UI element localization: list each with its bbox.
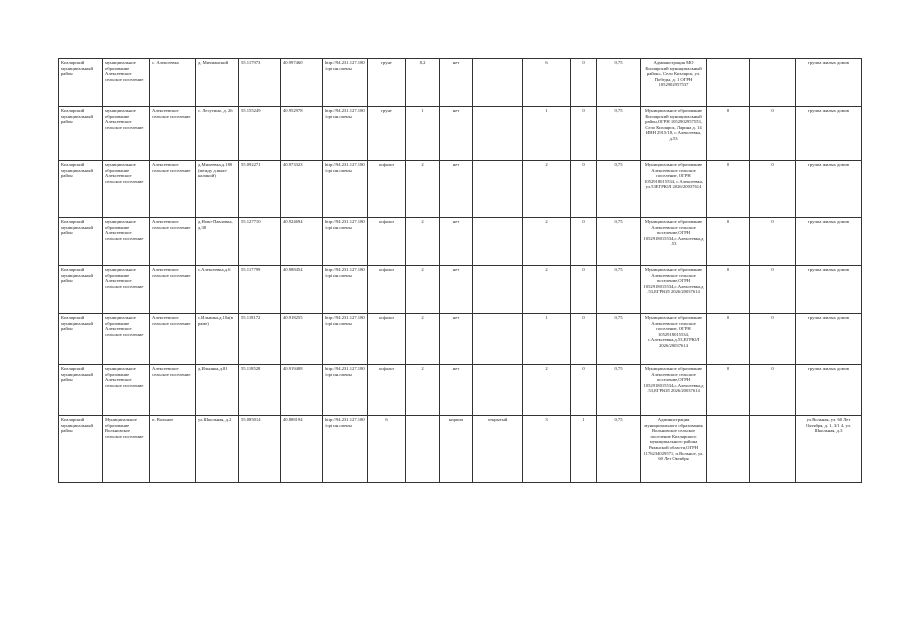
cell-containers-planned: 0: [571, 59, 597, 107]
cell-owner: муниципальное образование Алексеевское сельское поселение: [103, 266, 150, 314]
cell-containers-count: 6: [523, 59, 571, 107]
cell-district: Кизлярский муниципальный район: [59, 161, 103, 218]
cell-lat: 55.127710: [239, 218, 281, 266]
cell-closed: [473, 59, 523, 107]
cell-settlement: Алексеевское сельское поселение: [150, 161, 196, 218]
cell-material: нет: [440, 59, 473, 107]
cell-lon: 40.888194: [281, 416, 323, 483]
cell-address: д. Мичманский: [196, 59, 239, 107]
table-row: [59, 314, 862, 365]
cell-area: 2: [406, 266, 440, 314]
cell-bunker-count: [707, 416, 750, 483]
cell-containers-count: 3: [523, 416, 571, 483]
cell-source: группа жилых домов: [796, 314, 862, 365]
cell-surface: асфальт: [368, 314, 406, 365]
cell-area: 1: [406, 107, 440, 161]
cell-volume: 0,75: [597, 107, 641, 161]
table-row: [59, 266, 862, 314]
cell-closed: [473, 161, 523, 218]
cell-address: д.Ильинка,д.81: [196, 365, 239, 416]
cell-org: Муниципальное образование Кизлярский муниципальный район,ОГРН 1052902957553, Село Кизлярск, Ларина д. 14 ИНН 2915/18, с.Алексеевка, д.53: [641, 107, 707, 161]
cell-closed: [473, 266, 523, 314]
cell-surface: асфальт: [368, 218, 406, 266]
cell-org: Муниципальное образование Алексеевское сельское поселение,ОГРН 1052918015534,с.Алексеевка,д.53: [641, 218, 707, 266]
cell-url: http://94.231.127.180/opt ин.опены: [323, 161, 368, 218]
cell-containers-planned: 0: [571, 365, 597, 416]
cell-volume: 0,75: [597, 365, 641, 416]
cell-source: группа жилых домов: [796, 107, 862, 161]
cell-closed: [473, 107, 523, 161]
cell-material: кирпич: [440, 416, 473, 483]
cell-area: 2: [406, 365, 440, 416]
cell-lat: 55.092271: [239, 161, 281, 218]
cell-source: ул.Вольная, ул. 60 Лет Октября, д. 1, 3/1 4, ул. Школьная, д.3: [796, 416, 862, 483]
cell-source: группа жилых домов: [796, 365, 862, 416]
cell-bunker-count: 0: [707, 314, 750, 365]
cell-district: Кизлярский муниципальный район: [59, 59, 103, 107]
cell-lon: 40.973323: [281, 161, 323, 218]
cell-owner: муниципальное образование Алексеевское сельское поселение: [103, 107, 150, 161]
cell-owner: муниципальное образование Алексеевское сельское поселение: [103, 365, 150, 416]
cell-source: группа жилых домов: [796, 218, 862, 266]
cell-surface: грунт: [368, 59, 406, 107]
cell-address: с. Лесутино, д. 26: [196, 107, 239, 161]
cell-bunker-planned: 0: [750, 161, 796, 218]
cell-district: Кизлярский муниципальный район: [59, 266, 103, 314]
cell-bunker-planned: 0: [750, 266, 796, 314]
cell-volume: 0,75: [597, 416, 641, 483]
cell-material: нет: [440, 161, 473, 218]
cell-url: http://94.231.127.180/opt ин.опены: [323, 218, 368, 266]
cell-material: нет: [440, 314, 473, 365]
cell-containers-planned: 1: [571, 416, 597, 483]
table-row: [59, 365, 862, 416]
cell-bunker-count: 0: [707, 266, 750, 314]
cell-containers-planned: 0: [571, 314, 597, 365]
cell-material: нет: [440, 107, 473, 161]
cell-source: группа жилых домов: [796, 161, 862, 218]
cell-bunker-count: [707, 59, 750, 107]
cell-settlement: Алексеевское сельское поселение: [150, 365, 196, 416]
cell-lat: 55.085014: [239, 416, 281, 483]
cell-lon: 40.952978: [281, 107, 323, 161]
cell-containers-count: 2: [523, 266, 571, 314]
cell-area: [406, 416, 440, 483]
cell-org: Муниципальное образование Алексеевское сельское поселение,ОГРН 1052918015534,с.Алексеевка,д.53,ЕГРЮЛ 2026/20037614: [641, 266, 707, 314]
cell-area: 2: [406, 314, 440, 365]
cell-bunker-planned: 0: [750, 314, 796, 365]
cell-bunker-planned: [750, 416, 796, 483]
cell-surface: асфальт: [368, 365, 406, 416]
cell-address: с.Алексеевка,д.6: [196, 266, 239, 314]
cell-address: д.Ново-Павловка, д.38: [196, 218, 239, 266]
cell-volume: 0,75: [597, 314, 641, 365]
cell-settlement: Алексеевское сельское поселение: [150, 218, 196, 266]
cell-district: Кизлярский муниципальный район: [59, 314, 103, 365]
cell-area: 2: [406, 161, 440, 218]
cell-org: Администрация муниципального образования Вольновское сельское поселение Кизлярского муниципального района Рязанской области,ОГРН 1176234029571, п.Вольное, ул. 60 Лет Октября: [641, 416, 707, 483]
cell-containers-count: 1: [523, 314, 571, 365]
cell-bunker-planned: [750, 59, 796, 107]
cell-lon: 40.988454: [281, 266, 323, 314]
cell-url: http://94.231.127.180/opt ин.опены: [323, 266, 368, 314]
cell-containers-planned: 0: [571, 218, 597, 266]
cell-district: Кизлярский муниципальный район: [59, 218, 103, 266]
cell-org: Муниципальное образование Алексеевское сельское поселение, ОГРН 1052918015534, с.Алексеевка,д.53,ЕГРЮЛ 2026/20037614: [641, 314, 707, 365]
cell-source: группа жилых домов: [796, 266, 862, 314]
cell-volume: 0,75: [597, 266, 641, 314]
cell-volume: 0,75: [597, 161, 641, 218]
cell-closed: [473, 218, 523, 266]
cell-source: группа жилых домов: [796, 59, 862, 107]
cell-url: http://94.231.127.180/opt ин.опены: [323, 59, 368, 107]
cell-volume: 0,75: [597, 59, 641, 107]
cell-settlement: п. Вольное: [150, 416, 196, 483]
cell-bunker-count: 0: [707, 107, 750, 161]
cell-lat: 55.155249: [239, 107, 281, 161]
cell-containers-count: 2: [523, 218, 571, 266]
table-row: [59, 59, 862, 107]
table-row: [59, 107, 862, 161]
cell-url: http://94.231.127.180/opt ин.опены: [323, 107, 368, 161]
table-row: [59, 218, 862, 266]
cell-lat: 55.118528: [239, 365, 281, 416]
cell-lon: 40.918255: [281, 314, 323, 365]
cell-district: Кизлярский муниципальный район: [59, 107, 103, 161]
cell-volume: 0,75: [597, 218, 641, 266]
cell-lat: 55.117799: [239, 266, 281, 314]
cell-address: д.Михеевка,д.180 (между д.вниз-калиной): [196, 161, 239, 218]
cell-material: нет: [440, 266, 473, 314]
cell-containers-count: 2: [523, 161, 571, 218]
cell-settlement: Алексеевское сельское поселение: [150, 107, 196, 161]
cell-bunker-planned: 0: [750, 365, 796, 416]
cell-containers-planned: 0: [571, 161, 597, 218]
cell-owner: муниципальное образование Алексеевское сельское поселение: [103, 161, 150, 218]
cell-url: http://94.231.127.180/opt ин.опены: [323, 314, 368, 365]
cell-area: 2: [406, 218, 440, 266]
cell-containers-count: 1: [523, 107, 571, 161]
cell-bunker-planned: 0: [750, 107, 796, 161]
cell-material: нет: [440, 365, 473, 416]
cell-containers-planned: 0: [571, 266, 597, 314]
cell-lon: 40.924694: [281, 218, 323, 266]
cell-url: http://94.231.127.180/opt ин.опены: [323, 416, 368, 483]
cell-org: Муниципальное образование Алексеевское сельское поселение, ОГРН 1052918015534, с.Алексеевка, ул.53ЕГРЮЛ 2026/20037614: [641, 161, 707, 218]
cell-material: нет: [440, 218, 473, 266]
cell-settlement: Алексеевское сельское поселение: [150, 314, 196, 365]
cell-surface: 6: [368, 416, 406, 483]
cell-closed: [473, 314, 523, 365]
cell-url: http://94.231.127.180/opt ин.опены: [323, 365, 368, 416]
cell-closed: [473, 365, 523, 416]
cell-surface: грунт: [368, 107, 406, 161]
cell-settlement: Алексеевское сельское поселение: [150, 266, 196, 314]
cell-owner: муниципальное образование Алексеевское сельское поселение: [103, 59, 150, 107]
cell-closed: открытый: [473, 416, 523, 483]
table-row: [59, 416, 862, 483]
cell-district: Кизлярский муниципальный район: [59, 416, 103, 483]
cell-lon: 40.919408: [281, 365, 323, 416]
cell-lat: 55.118172: [239, 314, 281, 365]
cell-owner: Муниципальное образование Вольновское сельское поселение: [103, 416, 150, 483]
cell-address: с.Ильинка,д.10а(в раме): [196, 314, 239, 365]
cell-surface: асфальт: [368, 161, 406, 218]
cell-org: Муниципальное образование Алексеевское сельское поселение,ОГРН 1052918015534,с.Алексеевка,д.53,ЕГРЮЛ 2026/20037614: [641, 365, 707, 416]
cell-settlement: с. Алексеевка: [150, 59, 196, 107]
cell-bunker-count: 0: [707, 218, 750, 266]
cell-surface: асфальт: [368, 266, 406, 314]
cell-owner: муниципальное образование Алексеевское сельское поселение: [103, 314, 150, 365]
cell-org: Администрация МО Кизлярский муниципальный район», Село Кизлярск, ул. Победы, д. 1 ОГРН 1052902957537: [641, 59, 707, 107]
waste-sites-table: [58, 58, 862, 483]
cell-containers-count: 2: [523, 365, 571, 416]
table-row: [59, 161, 862, 218]
cell-bunker-planned: 0: [750, 218, 796, 266]
cell-owner: муниципальное образование Алексеевское сельское поселение: [103, 218, 150, 266]
cell-area: 8,2: [406, 59, 440, 107]
cell-lat: 55.117973: [239, 59, 281, 107]
cell-address: ул.Школьная, д.2: [196, 416, 239, 483]
cell-district: Кизлярский муниципальный район: [59, 365, 103, 416]
cell-bunker-count: 0: [707, 161, 750, 218]
cell-bunker-count: 0: [707, 365, 750, 416]
cell-lon: 40.997460: [281, 59, 323, 107]
cell-containers-planned: 0: [571, 107, 597, 161]
